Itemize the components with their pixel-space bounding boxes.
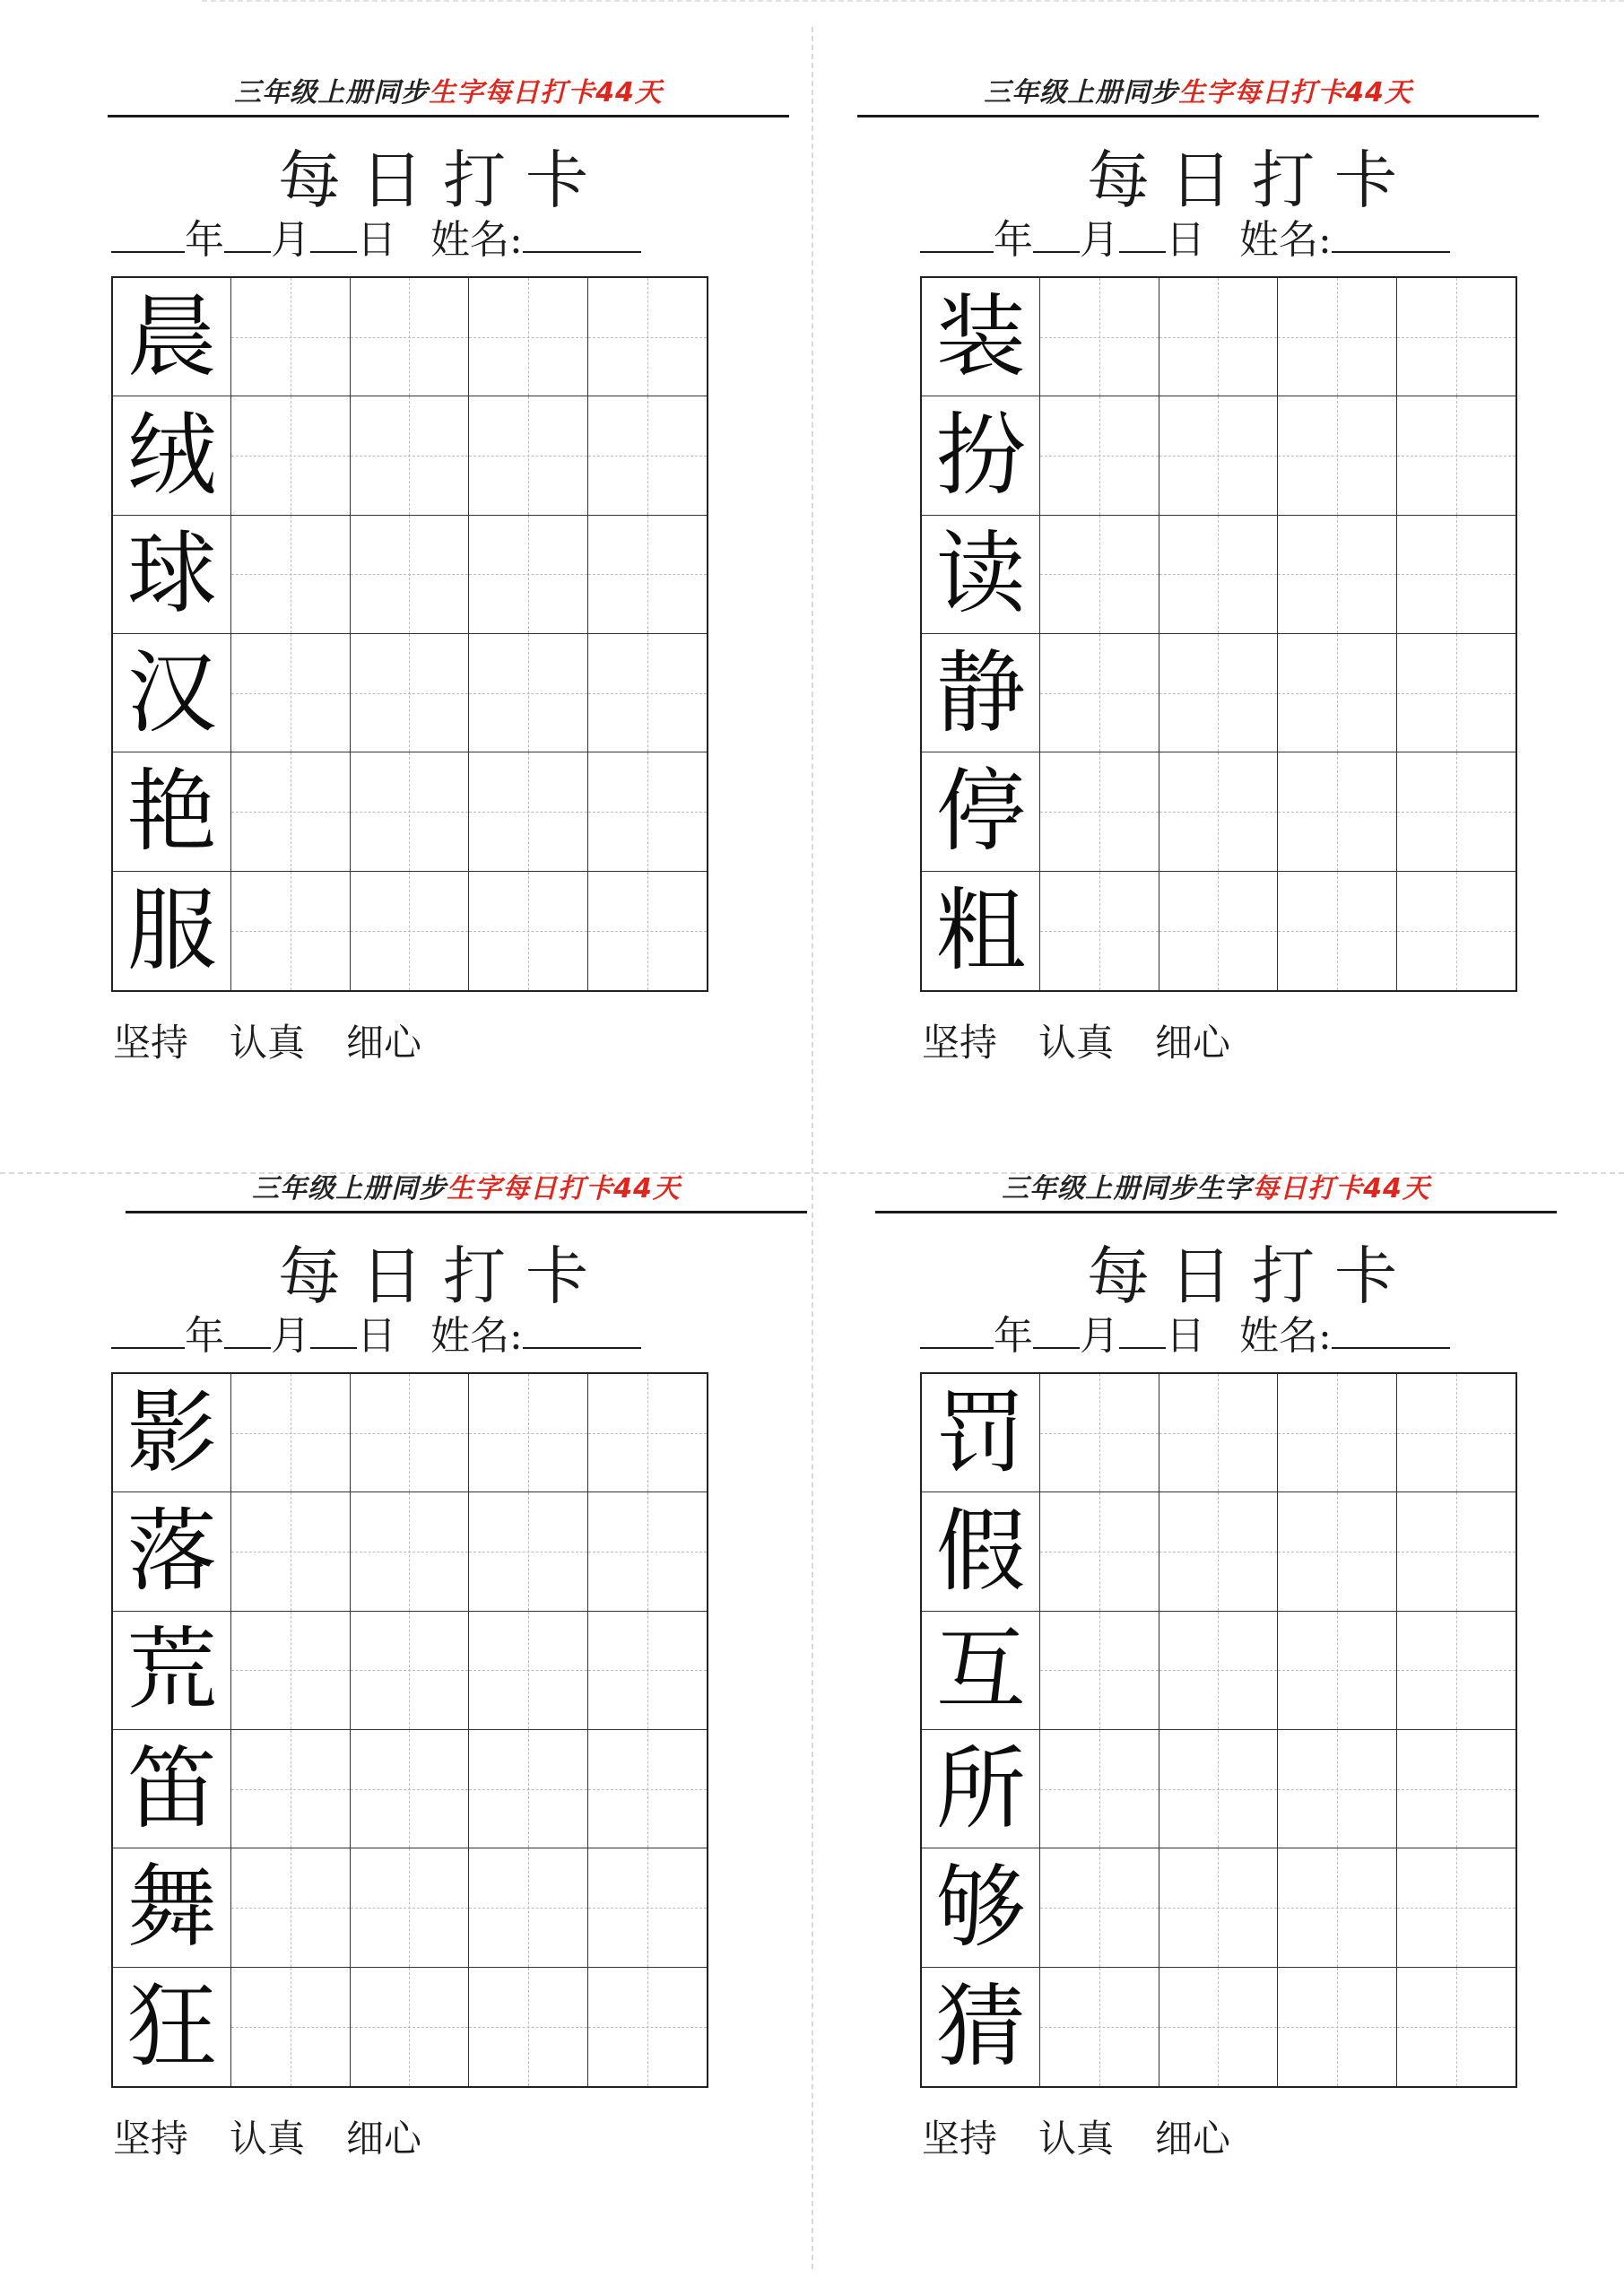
model-character: 球 — [126, 521, 217, 627]
name-blank[interactable] — [1332, 1309, 1450, 1349]
year-label: 年 — [185, 217, 224, 263]
practice-cell[interactable] — [351, 1730, 469, 1848]
model-character-cell — [113, 1730, 231, 1848]
practice-cell[interactable] — [1159, 1492, 1278, 1611]
sheet-header — [126, 1157, 807, 1213]
header-text-dark: 三年级上册同步 — [234, 77, 430, 109]
model-character-cell — [113, 516, 231, 634]
month-label: 月 — [271, 1313, 310, 1359]
motto-word: 坚持 — [922, 1021, 998, 1065]
year-blank[interactable] — [111, 1309, 185, 1349]
practice-cell[interactable] — [351, 1612, 469, 1730]
model-character: 罚 — [935, 1379, 1026, 1485]
day-blank[interactable] — [1119, 1309, 1166, 1349]
practice-cell[interactable] — [351, 278, 469, 396]
practice-cell[interactable] — [588, 516, 707, 634]
year-blank[interactable] — [920, 213, 994, 253]
model-character-cell — [113, 752, 231, 871]
practice-cell[interactable] — [469, 872, 587, 990]
model-character: 汉 — [126, 639, 217, 745]
practice-cell[interactable] — [351, 516, 469, 634]
practice-sheet-1 — [108, 61, 789, 1173]
motto — [113, 2109, 463, 2163]
practice-cell[interactable] — [1159, 1848, 1278, 1967]
practice-cell[interactable] — [588, 278, 707, 396]
practice-cell[interactable] — [231, 1730, 350, 1848]
name-blank[interactable] — [1332, 213, 1450, 253]
header-text-red: 每日打卡44天 — [1252, 1173, 1430, 1205]
header-text-dark: 三年级上册同步 — [984, 77, 1179, 109]
year-blank[interactable] — [111, 213, 185, 253]
practice-cell[interactable] — [1278, 1730, 1396, 1848]
name-label: 姓名: — [430, 1313, 523, 1359]
sheet-header — [108, 61, 789, 117]
model-character: 停 — [935, 758, 1026, 864]
header-text — [234, 70, 663, 115]
practice-cell[interactable] — [351, 1968, 469, 2086]
practice-cell[interactable] — [1159, 872, 1278, 990]
practice-cell[interactable] — [588, 1848, 707, 1967]
month-blank[interactable] — [224, 1309, 271, 1349]
motto-word: 坚持 — [113, 2117, 189, 2161]
model-character-cell — [922, 278, 1040, 396]
model-character-cell — [922, 1730, 1040, 1848]
practice-cell[interactable] — [231, 396, 350, 515]
cut-line-top — [202, 0, 1624, 2]
practice-cell[interactable] — [351, 1374, 469, 1492]
header-text — [252, 1166, 681, 1211]
model-character: 互 — [935, 1617, 1026, 1723]
model-character: 服 — [126, 877, 217, 983]
practice-cell[interactable] — [469, 278, 587, 396]
writing-grid — [920, 1372, 1517, 2088]
practice-cell[interactable] — [1159, 396, 1278, 515]
practice-cell[interactable] — [1040, 1492, 1159, 1611]
model-character-cell — [113, 634, 231, 752]
practice-cell[interactable] — [1159, 752, 1278, 871]
practice-cell[interactable] — [1040, 396, 1159, 515]
practice-cell[interactable] — [1159, 1374, 1278, 1492]
practice-cell[interactable] — [1278, 872, 1396, 990]
practice-cell[interactable] — [1040, 278, 1159, 396]
motto — [922, 1013, 1272, 1067]
model-character: 猜 — [935, 1973, 1026, 2079]
model-character-cell — [922, 872, 1040, 990]
practice-cell[interactable] — [1397, 516, 1515, 634]
model-character: 落 — [126, 1498, 217, 1604]
writing-grid — [920, 276, 1517, 992]
date-name-line — [111, 213, 721, 267]
practice-cell[interactable] — [588, 1612, 707, 1730]
practice-cell[interactable] — [351, 396, 469, 515]
practice-cell[interactable] — [1397, 872, 1515, 990]
practice-cell[interactable] — [1397, 1612, 1515, 1730]
model-character-cell — [922, 1968, 1040, 2086]
practice-cell[interactable] — [1278, 752, 1396, 871]
motto-word: 认真 — [1038, 1021, 1115, 1065]
practice-cell[interactable] — [1040, 1612, 1159, 1730]
model-character: 晨 — [126, 283, 217, 389]
practice-cell[interactable] — [231, 1968, 350, 2086]
practice-cell[interactable] — [231, 752, 350, 871]
header-text-red: 生字每日打卡44天 — [429, 77, 663, 109]
day-label: 日 — [1166, 217, 1205, 263]
month-blank[interactable] — [1033, 1309, 1080, 1349]
model-character-cell — [113, 1968, 231, 2086]
practice-cell[interactable] — [469, 396, 587, 515]
practice-cell[interactable] — [588, 872, 707, 990]
practice-cell[interactable] — [1397, 1848, 1515, 1967]
practice-cell[interactable] — [231, 1848, 350, 1967]
practice-cell[interactable] — [1040, 752, 1159, 871]
name-blank[interactable] — [523, 213, 641, 253]
practice-cell[interactable] — [1397, 1968, 1515, 2086]
practice-cell[interactable] — [351, 634, 469, 752]
practice-cell[interactable] — [1159, 1730, 1278, 1848]
practice-cell[interactable] — [1278, 1612, 1396, 1730]
practice-cell[interactable] — [1278, 1968, 1396, 2086]
practice-cell[interactable] — [1159, 1968, 1278, 2086]
model-character: 影 — [126, 1379, 217, 1485]
practice-cell[interactable] — [588, 1374, 707, 1492]
model-character: 荒 — [126, 1617, 217, 1723]
practice-cell[interactable] — [469, 1492, 587, 1611]
motto-word: 认真 — [1038, 2117, 1115, 2161]
practice-sheet-4 — [875, 1157, 1557, 2269]
model-character: 狂 — [126, 1973, 217, 2079]
sheet-title: 每日打卡 — [1087, 144, 1417, 217]
sheet-title: 每日打卡 — [278, 144, 608, 217]
year-label: 年 — [185, 1313, 224, 1359]
motto — [113, 1013, 463, 1067]
date-name-line — [920, 1309, 1530, 1363]
practice-cell[interactable] — [1397, 1492, 1515, 1611]
practice-sheet-2 — [857, 61, 1539, 1173]
header-text-red: 生字每日打卡44天 — [1178, 77, 1412, 109]
model-character-cell — [922, 516, 1040, 634]
motto-word: 认真 — [230, 1021, 306, 1065]
model-character: 粗 — [935, 877, 1026, 983]
sheet-title: 每日打卡 — [1087, 1239, 1417, 1313]
month-label: 月 — [1080, 1313, 1119, 1359]
model-character-cell — [113, 396, 231, 515]
month-label: 月 — [271, 217, 310, 263]
practice-cell[interactable] — [1397, 752, 1515, 871]
month-label: 月 — [1080, 217, 1119, 263]
practice-cell[interactable] — [1040, 634, 1159, 752]
practice-cell[interactable] — [1397, 1374, 1515, 1492]
practice-cell[interactable] — [1159, 634, 1278, 752]
practice-cell[interactable] — [231, 278, 350, 396]
name-blank[interactable] — [523, 1309, 641, 1349]
practice-cell[interactable] — [1040, 1374, 1159, 1492]
day-label: 日 — [357, 1313, 396, 1359]
practice-cell[interactable] — [1397, 278, 1515, 396]
month-blank[interactable] — [1033, 213, 1080, 253]
practice-cell[interactable] — [469, 1730, 587, 1848]
practice-cell[interactable] — [351, 872, 469, 990]
model-character-cell — [922, 1492, 1040, 1611]
name-label: 姓名: — [1239, 217, 1332, 263]
date-name-line — [111, 1309, 721, 1363]
header-text-dark: 三年级上册同步生字 — [1002, 1173, 1253, 1205]
practice-cell[interactable] — [588, 752, 707, 871]
practice-cell[interactable] — [1040, 1730, 1159, 1848]
model-character-cell — [113, 1612, 231, 1730]
name-label: 姓名: — [430, 217, 523, 263]
name-label: 姓名: — [1239, 1313, 1332, 1359]
model-character-cell — [113, 1848, 231, 1967]
practice-cell[interactable] — [469, 1848, 587, 1967]
practice-cell[interactable] — [469, 752, 587, 871]
sheet-header — [857, 61, 1539, 117]
practice-cell[interactable] — [1159, 278, 1278, 396]
day-blank[interactable] — [310, 213, 357, 253]
model-character-cell — [922, 1374, 1040, 1492]
writing-grid — [111, 276, 708, 992]
practice-cell[interactable] — [1159, 1612, 1278, 1730]
month-blank[interactable] — [224, 213, 271, 253]
day-blank[interactable] — [310, 1309, 357, 1349]
cut-line-vertical — [812, 27, 813, 2269]
motto-word: 细心 — [1155, 1021, 1231, 1065]
model-character-cell — [922, 396, 1040, 515]
header-text-red: 生字每日打卡44天 — [447, 1173, 681, 1205]
year-blank[interactable] — [920, 1309, 994, 1349]
model-character: 舞 — [126, 1854, 217, 1960]
practice-cell[interactable] — [231, 872, 350, 990]
model-character: 扮 — [935, 402, 1026, 508]
model-character-cell — [922, 1848, 1040, 1967]
model-character-cell — [113, 278, 231, 396]
practice-cell[interactable] — [1040, 516, 1159, 634]
year-label: 年 — [994, 217, 1033, 263]
model-character-cell — [113, 1374, 231, 1492]
practice-cell[interactable] — [351, 1848, 469, 1967]
practice-cell[interactable] — [1040, 872, 1159, 990]
day-blank[interactable] — [1119, 213, 1166, 253]
model-character-cell — [922, 752, 1040, 871]
header-text-dark: 三年级上册同步 — [252, 1173, 447, 1205]
motto — [922, 2109, 1272, 2163]
model-character-cell — [113, 1492, 231, 1611]
practice-cell[interactable] — [1278, 1374, 1396, 1492]
day-label: 日 — [1166, 1313, 1205, 1359]
practice-cell[interactable] — [1278, 516, 1396, 634]
practice-cell[interactable] — [1278, 634, 1396, 752]
writing-grid — [111, 1372, 708, 2088]
motto-word: 细心 — [346, 1021, 422, 1065]
model-character-cell — [922, 634, 1040, 752]
practice-cell[interactable] — [231, 1612, 350, 1730]
motto-word: 坚持 — [922, 2117, 998, 2161]
practice-cell[interactable] — [1397, 1730, 1515, 1848]
header-text — [1002, 1166, 1430, 1211]
year-label: 年 — [994, 1313, 1033, 1359]
date-name-line — [920, 213, 1530, 267]
practice-cell[interactable] — [231, 1374, 350, 1492]
practice-cell[interactable] — [351, 1492, 469, 1611]
practice-cell[interactable] — [1278, 1492, 1396, 1611]
practice-cell[interactable] — [588, 1730, 707, 1848]
practice-cell[interactable] — [469, 1968, 587, 2086]
sheet-title: 每日打卡 — [278, 1239, 608, 1313]
model-character: 所 — [935, 1735, 1026, 1841]
practice-cell[interactable] — [1040, 1848, 1159, 1967]
practice-cell[interactable] — [351, 752, 469, 871]
model-character: 假 — [935, 1498, 1026, 1604]
practice-cell[interactable] — [231, 634, 350, 752]
practice-cell[interactable] — [469, 634, 587, 752]
model-character: 绒 — [126, 402, 217, 508]
practice-cell[interactable] — [231, 1492, 350, 1611]
practice-cell[interactable] — [469, 516, 587, 634]
practice-cell[interactable] — [469, 1612, 587, 1730]
model-character: 笛 — [126, 1735, 217, 1841]
practice-cell[interactable] — [588, 634, 707, 752]
practice-cell[interactable] — [1278, 1848, 1396, 1967]
practice-cell[interactable] — [1397, 634, 1515, 752]
model-character: 够 — [935, 1854, 1026, 1960]
practice-cell[interactable] — [1040, 1968, 1159, 2086]
model-character: 读 — [935, 521, 1026, 627]
model-character: 静 — [935, 639, 1026, 745]
model-character: 艳 — [126, 758, 217, 864]
practice-cell[interactable] — [469, 1374, 587, 1492]
practice-cell[interactable] — [588, 396, 707, 515]
practice-cell[interactable] — [1278, 396, 1396, 515]
header-text — [984, 70, 1412, 115]
sheet-header — [875, 1157, 1557, 1213]
motto-word: 坚持 — [113, 1021, 189, 1065]
motto-word: 细心 — [346, 2117, 422, 2161]
practice-sheet-3 — [113, 1157, 807, 2269]
practice-cell[interactable] — [1397, 396, 1515, 515]
practice-cell[interactable] — [588, 1968, 707, 2086]
motto-word: 认真 — [230, 2117, 306, 2161]
motto-word: 细心 — [1155, 2117, 1231, 2161]
practice-cell[interactable] — [231, 516, 350, 634]
practice-cell[interactable] — [1159, 516, 1278, 634]
practice-cell[interactable] — [1278, 278, 1396, 396]
practice-cell[interactable] — [588, 1492, 707, 1611]
model-character-cell — [113, 872, 231, 990]
day-label: 日 — [357, 217, 396, 263]
model-character: 装 — [935, 283, 1026, 389]
model-character-cell — [922, 1612, 1040, 1730]
